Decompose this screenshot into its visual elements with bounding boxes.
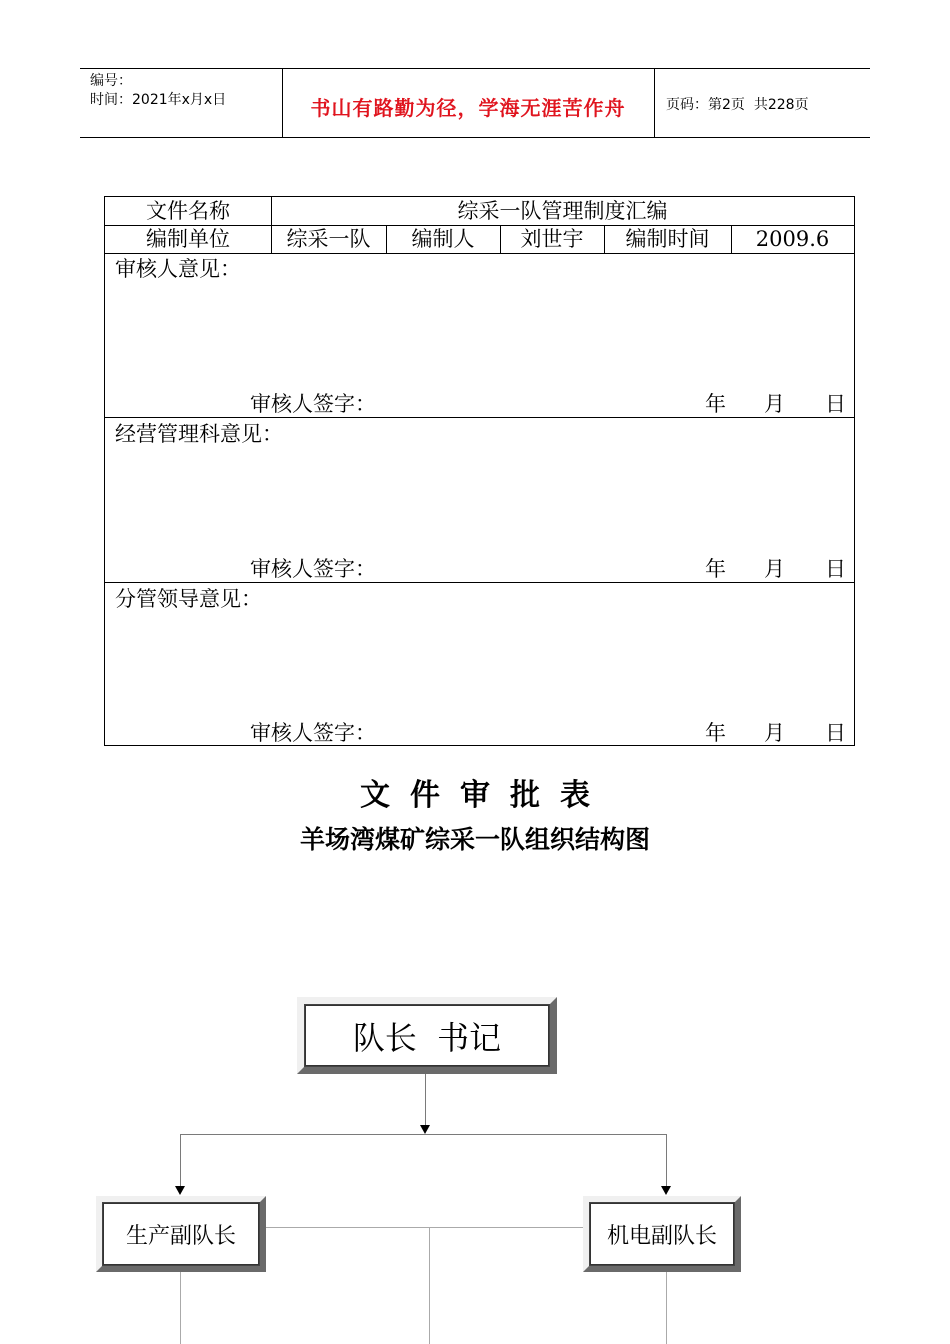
approval-table (104, 196, 855, 746)
arrow-down-icon (175, 1186, 185, 1195)
page-info (666, 94, 809, 114)
org-node-label (103, 1203, 259, 1265)
org-node-text: 生产副队长 (125, 1223, 236, 1249)
author-label: 编制人 (411, 227, 475, 251)
arrow-down-icon (661, 1186, 671, 1195)
table-row-divider (105, 253, 854, 254)
arrow-down-icon (420, 1125, 430, 1134)
page-current: 2 (722, 97, 731, 113)
day-label: 日 (825, 557, 846, 581)
month-label: 月 (764, 392, 785, 416)
file-name-label: 文件名称 (146, 199, 230, 223)
unit-value: 综采一队 (286, 227, 371, 251)
page-mid-label: 页 共 (730, 97, 768, 113)
page-total: 228 (767, 97, 795, 113)
year-label: 年 (705, 557, 726, 581)
org-connector (666, 1134, 667, 1186)
page-label: 页码：第 (666, 97, 722, 113)
year-label: 年 (705, 392, 726, 416)
month-label: 月 (764, 721, 785, 745)
unit-label: 编制单位 (146, 227, 230, 251)
month-label: 月 (764, 557, 785, 581)
org-connector (266, 1227, 583, 1228)
reviewer-signature-label: 审核人签字： (250, 557, 376, 581)
org-connector (429, 1227, 430, 1344)
year-label: 年 (705, 721, 726, 745)
leader-opinion-label: 分管领导意见： (115, 587, 262, 611)
day-label: 日 (825, 721, 846, 745)
org-connector (666, 1272, 667, 1344)
file-name-value: 综采一队管理制度汇编 (457, 199, 668, 223)
approval-form-title: 文件审批表 (360, 778, 610, 813)
document-number-label: 编号： (90, 73, 132, 89)
table-row-divider (105, 582, 854, 583)
org-chart-title: 羊场湾煤矿综采一队组织结构图 (299, 825, 650, 854)
org-connector (180, 1134, 181, 1186)
org-connector (180, 1272, 181, 1344)
org-node-label (305, 1005, 549, 1066)
org-connector (425, 1074, 426, 1126)
document-time-label: 时间：2021年x月x日 (90, 92, 227, 108)
author-value: 刘世宇 (520, 227, 584, 251)
management-opinion-label: 经营管理科意见： (115, 422, 283, 446)
org-node-captain-secretary (297, 997, 557, 1074)
date-value: 2009.6 (755, 227, 830, 251)
org-node-label (590, 1203, 734, 1265)
reviewer-signature-label: 审核人签字： (250, 721, 376, 745)
page-end-label: 页 (794, 97, 809, 113)
org-node-electromechanical-deputy (583, 1196, 741, 1272)
org-node-production-deputy (96, 1196, 266, 1272)
header-divider (654, 69, 655, 137)
page-header (80, 68, 870, 138)
reviewer-opinion-label: 审核人意见： (115, 257, 241, 281)
org-node-text: 机电副队长 (606, 1223, 717, 1249)
day-label: 日 (825, 392, 846, 416)
org-node-text: 队长 书记 (352, 1018, 502, 1057)
date-label: 编制时间 (625, 227, 710, 251)
reviewer-signature-label: 审核人签字： (250, 392, 376, 416)
header-motto: 书山有路勤为径，学海无涯苦作舟 (310, 96, 626, 120)
table-row-divider (105, 417, 854, 418)
org-connector (180, 1134, 666, 1135)
